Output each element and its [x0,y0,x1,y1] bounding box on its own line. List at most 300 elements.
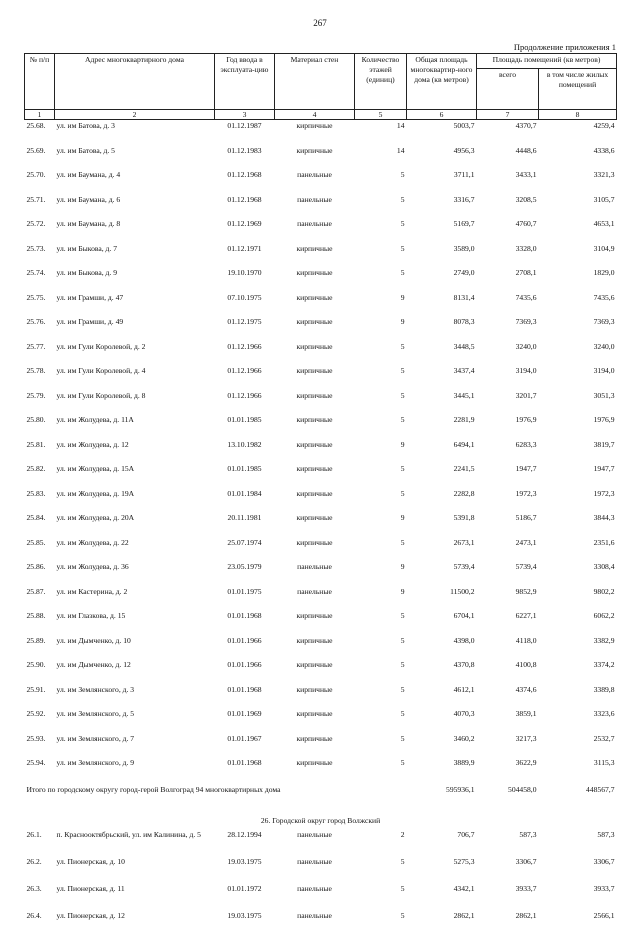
row-address: ул. им Батова, д. 3 [56,121,115,130]
row-year: 01.01.1966 [227,635,262,645]
row-material: панельные [297,829,332,839]
row-material: кирпичные [296,145,333,155]
row-premises-all: 1972,3 [515,488,537,498]
row-premises-all: 3622,9 [515,758,537,767]
row-number: 25.85. [26,537,46,547]
row-year: 19.03.1975 [227,856,262,866]
row-address: ул. им Баумана, д. 4 [56,170,121,179]
row-area-total: 3437,4 [453,366,475,375]
row-number: 25.75. [26,292,46,302]
row-area-total: 3448,5 [453,341,475,351]
row-material: панельные [297,586,332,596]
row-area-total: 11500,2 [450,586,475,596]
row-number: 25.68. [26,121,46,130]
column-number: 2 [55,110,215,120]
table-row [25,910,617,937]
row-year: 01.01.1985 [227,415,262,424]
row-material: кирпичные [296,513,333,522]
row-material: кирпичные [296,635,333,645]
row-premises-all: 587,3 [519,829,537,839]
table-row [25,659,617,684]
row-premises-living: 2351,6 [593,537,615,547]
row-year: 23.05.1979 [227,562,262,571]
table-row [25,365,617,390]
row-address: ул. Пионерская, д. 11 [56,883,125,893]
row-area-total: 5003,7 [453,121,475,130]
row-premises-living: 1947,7 [593,464,615,473]
row-area-total: 3445,1 [453,390,475,400]
row-area-total: 2281,9 [453,415,475,424]
row-address: ул. Пионерская, д. 12 [56,910,125,920]
row-premises-all: 3328,0 [515,243,537,253]
table-body [25,120,617,782]
total-premises-living: 448567,7 [586,784,615,794]
row-area-total: 5275,3 [453,856,475,866]
row-year: 01.12.1968 [227,170,262,179]
header-year: Год ввода в эксплуата-цию [215,54,275,110]
row-premises-living: 6062,2 [593,611,615,620]
total-area: 595936,1 [446,784,475,794]
row-material: панельные [297,910,332,920]
row-number: 25.81. [26,439,46,449]
row-number: 25.77. [26,341,46,351]
row-area-total: 8078,3 [453,317,475,326]
row-year: 25.07.1974 [227,537,262,547]
row-premises-living: 4259,4 [593,121,615,130]
row-area-total: 5169,7 [453,219,475,228]
row-number: 25.91. [26,684,46,694]
row-number: 26.3. [26,883,42,893]
row-year: 01.12.1971 [227,243,262,253]
row-premises-all: 7435,6 [515,292,537,302]
table-body-section-26 [25,829,617,937]
row-floors: 5 [400,170,405,179]
row-area-total: 2749,0 [453,268,475,277]
table-row [25,243,617,268]
row-premises-all: 3859,1 [515,709,537,718]
row-premises-living: 3306,7 [593,856,615,866]
row-address: ул. им Жолудева, д. 15А [56,464,135,473]
row-floors: 5 [400,684,405,694]
row-floors: 5 [400,733,405,743]
row-material: кирпичные [296,121,333,130]
table-row [25,586,617,611]
table-row [25,316,617,341]
table-row [25,120,617,145]
row-year: 01.01.1966 [227,660,262,669]
row-premises-all: 4374,6 [515,684,537,694]
row-premises-all: 5186,7 [515,513,537,522]
row-number: 25.79. [26,390,46,400]
row-number: 25.94. [26,758,46,767]
row-floors: 5 [400,635,405,645]
table-row [25,194,617,219]
row-premises-all: 3433,1 [515,170,537,179]
row-area-total: 2241,5 [453,464,475,473]
total-section [25,782,617,829]
row-year: 20.11.1981 [227,513,262,522]
row-floors: 9 [400,439,405,449]
header-premises-living: в том числе жилых помещений [539,69,617,110]
row-number: 26.1. [26,829,42,839]
row-number: 25.74. [26,268,46,277]
row-material: кирпичные [296,758,333,767]
row-year: 01.12.1987 [227,121,262,130]
row-address: ул. им Грамши, д. 47 [56,292,124,302]
row-floors: 9 [400,513,405,522]
row-address: ул. им Баумана, д. 6 [56,194,121,204]
table-row [25,439,617,464]
table-row [25,829,617,856]
table-row [25,512,617,537]
row-year: 01.01.1968 [227,684,262,694]
row-floors: 14 [396,121,405,130]
row-year: 01.01.1985 [227,464,262,473]
row-material: кирпичные [296,488,333,498]
row-number: 25.89. [26,635,46,645]
row-premises-all: 7369,3 [515,317,537,326]
row-floors: 5 [400,390,405,400]
row-floors: 5 [400,243,405,253]
row-floors: 5 [400,883,405,893]
table-row [25,463,617,488]
row-area-total: 3316,7 [453,194,475,204]
row-address: ул. им Грамши, д. 49 [56,317,124,326]
row-number: 25.83. [26,488,46,498]
row-material: панельные [297,856,332,866]
table-header [25,54,617,120]
table-row [25,169,617,194]
row-premises-living: 9802,2 [593,586,615,596]
row-area-total: 3711,1 [453,170,475,179]
table-row [25,488,617,513]
row-address: ул. им Землянского, д. 5 [56,709,135,718]
row-number: 25.80. [26,415,46,424]
row-year: 07.10.1975 [227,292,262,302]
row-floors: 5 [400,910,405,920]
header-premises: Площадь помещений (кв метров) [477,54,617,69]
row-address: ул. им Гули Королевой, д. 8 [56,390,146,400]
row-year: 01.01.1967 [227,733,262,743]
continuation-note: Продолжение приложения 1 [513,42,616,52]
row-address: ул. им Жолудева, д. 19А [56,488,135,498]
row-year: 19.03.1975 [227,910,262,920]
row-floors: 5 [400,856,405,866]
row-premises-living: 3844,3 [593,513,615,522]
row-year: 01.01.1975 [227,586,262,596]
row-floors: 9 [400,317,405,326]
row-material: кирпичные [296,390,333,400]
row-year: 01.12.1966 [227,366,262,375]
row-material: кирпичные [296,660,333,669]
section-title: 26. Городской округ город Волжский [260,815,381,825]
row-number: 25.92. [26,709,46,718]
header-no: № п/п [25,54,55,110]
row-material: кирпичные [296,733,333,743]
row-year: 01.12.1975 [227,317,262,326]
row-address: ул. им Гули Королевой, д. 4 [56,366,146,375]
header-area-total: Общая площадь многоквартир-ного дома (кв метров) [407,54,477,110]
row-premises-all: 3201,7 [515,390,537,400]
row-area-total: 6704,1 [453,611,475,620]
row-number: 25.93. [26,733,46,743]
column-numbers-row [25,110,617,120]
row-area-total: 3460,2 [453,733,475,743]
row-number: 25.84. [26,513,46,522]
row-address: ул. им Гули Королевой, д. 2 [56,341,146,351]
row-number: 25.82. [26,464,46,473]
row-area-total: 3589,0 [453,243,475,253]
row-area-total: 2673,1 [453,537,475,547]
row-material: кирпичные [296,709,333,718]
row-floors: 5 [400,268,405,277]
row-year: 01.12.1969 [227,219,262,228]
row-premises-all: 4100,8 [515,660,537,669]
row-premises-living: 2532,7 [593,733,615,743]
page-number: 267 [313,18,327,28]
row-year: 01.12.1983 [227,145,262,155]
table-row [25,341,617,366]
table-row [25,684,617,709]
row-premises-all: 4760,7 [515,219,537,228]
row-material: кирпичные [296,366,333,375]
table-row [25,390,617,415]
row-premises-living: 3051,3 [593,390,615,400]
header-premises-all: всего [477,69,539,110]
header-material: Материал стен [275,54,355,110]
row-address: ул. им Землянского, д. 7 [56,733,135,743]
row-number: 26.4. [26,910,42,920]
row-address: ул. им Жолудева, д. 12 [56,439,129,449]
row-premises-living: 3323,6 [593,709,615,718]
row-premises-all: 3240,0 [515,341,537,351]
row-address: ул. Пионерская, д. 10 [56,856,125,866]
row-premises-all: 1976,9 [515,415,537,424]
row-premises-living: 3240,0 [593,341,615,351]
row-premises-living: 3374,2 [593,660,615,669]
row-material: кирпичные [296,611,333,620]
table-row [25,267,617,292]
column-number: 1 [25,110,55,120]
row-material: кирпичные [296,317,333,326]
row-address: ул. им Жолудева, д. 36 [56,562,129,571]
row-material: кирпичные [296,268,333,277]
row-material: панельные [297,219,332,228]
row-premises-living: 3105,7 [593,194,615,204]
table-row [25,537,617,562]
row-floors: 5 [400,758,405,767]
row-premises-living: 4338,6 [593,145,615,155]
row-area-total: 4342,1 [453,883,475,893]
row-premises-all: 2862,1 [515,910,537,920]
row-floors: 5 [400,660,405,669]
row-material: кирпичные [296,415,333,424]
row-premises-living: 3194,0 [593,366,615,375]
row-premises-living: 3115,3 [593,758,615,767]
table-row [25,292,617,317]
row-year: 01.01.1984 [227,488,262,498]
row-year: 01.01.1969 [227,709,262,718]
row-year: 19.10.1970 [227,268,262,277]
row-address: ул. им Дымченко, д. 10 [56,635,131,645]
row-material: панельные [297,883,332,893]
row-premises-living: 1976,9 [593,415,615,424]
row-premises-living: 3933,7 [593,883,615,893]
row-premises-living: 4653,1 [593,219,615,228]
table-row [25,757,617,782]
column-number: 8 [539,110,617,120]
section-title-row [25,815,617,829]
table-row [25,856,617,883]
row-address: ул. им Жолудева, д. 22 [56,537,129,547]
row-premises-living: 3819,7 [593,439,615,449]
row-material: кирпичные [296,292,333,302]
row-address: ул. им Быкова, д. 9 [56,268,117,277]
table-row [25,561,617,586]
row-premises-living: 7369,3 [593,317,615,326]
row-number: 26.2. [26,856,42,866]
row-premises-living: 3389,8 [593,684,615,694]
row-number: 25.86. [26,562,46,571]
row-area-total: 8131,4 [453,292,475,302]
row-number: 25.70. [26,170,46,179]
row-number: 25.78. [26,366,46,375]
row-premises-all: 3933,7 [515,883,537,893]
row-premises-all: 5739,4 [515,562,537,571]
row-premises-all: 6283,3 [515,439,537,449]
row-area-total: 2862,1 [453,910,475,920]
row-material: кирпичные [296,684,333,694]
column-number: 3 [215,110,275,120]
row-material: панельные [297,170,332,179]
row-premises-living: 7435,6 [593,292,615,302]
row-floors: 9 [400,586,405,596]
row-premises-living: 3104,9 [593,243,615,253]
column-number: 5 [355,110,407,120]
row-material: кирпичные [296,341,333,351]
row-floors: 9 [400,562,405,571]
row-number: 25.71. [26,194,46,204]
row-floors: 5 [400,219,405,228]
row-address: ул. им Землянского, д. 9 [56,758,135,767]
row-premises-all: 3217,3 [515,733,537,743]
column-number: 6 [407,110,477,120]
row-premises-all: 2708,1 [515,268,537,277]
column-number: 4 [275,110,355,120]
row-address: ул. им Быкова, д. 7 [56,243,117,253]
row-number: 25.69. [26,145,46,155]
table-row [25,610,617,635]
row-area-total: 2282,8 [453,488,475,498]
table-row [25,733,617,758]
row-premises-all: 3306,7 [515,856,537,866]
row-area-total: 706,7 [457,829,475,839]
total-premises-all: 504458,0 [508,784,537,794]
row-floors: 9 [400,292,405,302]
row-floors: 5 [400,415,405,424]
row-year: 01.12.1966 [227,341,262,351]
row-floors: 5 [400,709,405,718]
row-address: ул. им Жолудева, д. 20А [56,513,135,522]
row-year: 01.12.1968 [227,194,262,204]
row-area-total: 4370,8 [453,660,475,669]
row-year: 01.01.1972 [227,883,262,893]
row-premises-all: 1947,7 [515,464,537,473]
row-year: 01.12.1966 [227,390,262,400]
row-address: п. Краснооктябрьский, ул. им Калинина, д. 5 [56,829,201,839]
row-premises-living: 1972,3 [593,488,615,498]
row-number: 25.87. [26,586,46,596]
table-row [25,635,617,660]
row-number: 25.72. [26,219,46,228]
row-area-total: 4398,0 [453,635,475,645]
row-premises-all: 2473,1 [515,537,537,547]
row-floors: 5 [400,194,405,204]
housing-table [24,53,617,937]
row-floors: 5 [400,341,405,351]
row-area-total: 4070,3 [453,709,475,718]
row-premises-all: 3208,5 [515,194,537,204]
row-area-total: 4956,3 [453,145,475,155]
row-premises-all: 9852,9 [515,586,537,596]
row-floors: 5 [400,611,405,620]
row-area-total: 3889,9 [453,758,475,767]
row-material: кирпичные [296,439,333,449]
table-row [25,708,617,733]
row-year: 01.01.1968 [227,758,262,767]
row-number: 25.90. [26,660,46,669]
row-address: ул. им Кастерина, д. 2 [56,586,128,596]
row-premises-living: 3382,9 [593,635,615,645]
row-premises-living: 3308,4 [593,562,615,571]
total-label: Итого по городскому округу город-герой Волгоград 94 многоквартирных дома [26,784,281,794]
table-row [25,145,617,170]
row-premises-all: 4370,7 [515,121,537,130]
table-row [25,414,617,439]
row-year: 28.12.1994 [227,829,262,839]
table-row [25,883,617,910]
row-material: кирпичные [296,537,333,547]
row-area-total: 5739,4 [453,562,475,571]
row-number: 25.73. [26,243,46,253]
row-year: 13.10.1982 [227,439,262,449]
row-area-total: 5391,8 [453,513,475,522]
row-premises-all: 4448,6 [515,145,537,155]
row-area-total: 4612,1 [453,684,475,694]
header-address: Адрес многоквартирного дома [55,54,215,110]
row-floors: 14 [396,145,405,155]
row-address: ул. им Батова, д. 5 [56,145,115,155]
row-floors: 5 [400,366,405,375]
row-premises-living: 1829,0 [593,268,615,277]
table-row [25,218,617,243]
row-number: 25.76. [26,317,46,326]
row-address: ул. им Дымченко, д. 12 [56,660,131,669]
total-row [25,782,617,815]
row-premises-living: 587,3 [597,829,615,839]
row-address: ул. им Землянского, д. 3 [56,684,135,694]
row-premises-living: 3321,3 [593,170,615,179]
row-premises-living: 2566,1 [593,910,615,920]
row-premises-all: 6227,1 [515,611,537,620]
row-material: панельные [297,194,332,204]
row-material: панельные [297,562,332,571]
row-area-total: 6494,1 [453,439,475,449]
row-number: 25.88. [26,611,46,620]
row-address: ул. им Глазкова, д. 15 [56,611,126,620]
row-floors: 5 [400,537,405,547]
row-year: 01.01.1968 [227,611,262,620]
